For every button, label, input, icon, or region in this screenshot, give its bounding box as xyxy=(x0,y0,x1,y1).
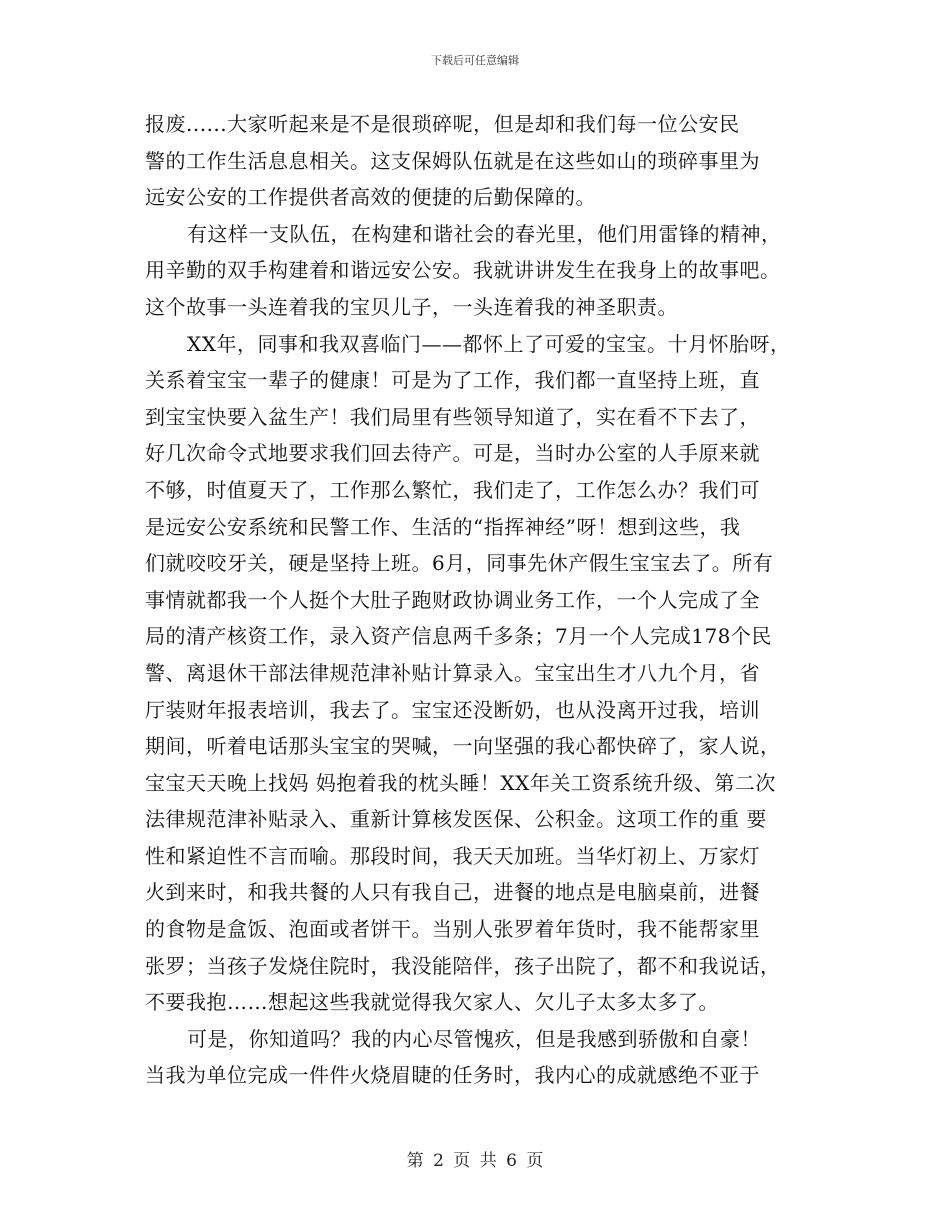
text-line: 厅装财年报表培训，我去了。宝宝还没断奶，也从没离开过我，培训 xyxy=(145,697,760,722)
text-line: 的食物是盒饭、泡面或者饼干。当别人张罗着年货时，我不能帮家里 xyxy=(145,917,760,942)
text-line: 事情就都我一个人挺个大肚子跑财政协调业务工作，一个人完成了全 xyxy=(145,587,760,612)
page-number-footer: 第 2 页 共 6 页 xyxy=(406,1151,544,1171)
text-line: 期间，听着电话那头宝宝的哭喊，一向坚强的我心都快碎了，家人说， xyxy=(145,734,781,759)
text-line: 张罗；当孩子发烧住院时，我没能陪伴，孩子出院了，都不和我说话， xyxy=(145,953,781,978)
text-line: 警、离退休干部法律规范津补贴计算录入。宝宝出生才八九个月，省 xyxy=(145,660,760,685)
paragraph-start-line: XX年，同事和我双喜临门——都怀上了可爱的宝宝。十月怀胎呀， xyxy=(187,331,791,356)
text-line: 报废......大家听起来是不是很琐碎呢，但是却和我们每一位公安民 xyxy=(145,112,740,136)
paragraph-start-line: 有这样一支队伍，在构建和谐社会的春光里，他们用雷锋的精神， xyxy=(187,221,782,246)
text-line: 火到来时，和我共餐的人只有我自己，进餐的地点是电脑桌前，进餐 xyxy=(145,880,760,905)
text-line: 到宝宝快要入盆生产！我们局里有些领导知道了，实在看不下去了， xyxy=(145,404,760,429)
text-line: 性和紧迫性不言而喻。那段时间，我天天加班。当华灯初上、万家灯 xyxy=(145,843,760,868)
text-line: 是远安公安系统和民警工作、生活的“指挥神经”呀！想到这些，我 xyxy=(145,514,741,539)
text-line: 用辛勤的双手构建着和谐远安公安。我就讲讲发生在我身上的故事吧。 xyxy=(145,258,781,283)
text-line: 远安公安的工作提供者高效的便捷的后勤保障的。 xyxy=(145,185,596,210)
text-line: 好几次命令式地要求我们回去待产。可是，当时办公室的人手原来就 xyxy=(145,441,760,466)
paragraph-start-line: 可是，你知道吗？我的内心尽管愧疚，但是我感到骄傲和自豪！ xyxy=(187,1026,761,1051)
text-line: 法律规范津补贴录入、重新计算核发医保、公积金。这项工作的重 要 xyxy=(145,807,767,832)
text-line: 关系着宝宝一辈子的健康！可是为了工作，我们都一直坚持上班，直 xyxy=(145,368,760,393)
text-line: 宝宝天天晚上找妈 妈抱着我的枕头睡！XX年关工资系统升级、第二次 xyxy=(145,770,776,795)
text-line: 们就咬咬牙关，硬是坚持上班。6月，同事先休产假生宝宝去了。所有 xyxy=(145,551,774,576)
text-line: 警的工作生活息息相关。这支保姆队伍就是在这些如山的琐碎事里为 xyxy=(145,148,760,173)
page-header: 下载后可任意编辑 xyxy=(431,54,519,67)
text-line: 不要我抱……想起这些我就觉得我欠家人、欠儿子太多太多了。 xyxy=(145,990,719,1015)
text-line: 这个故事一头连着我的宝贝儿子，一头连着我的神圣职责。 xyxy=(145,294,678,319)
document-body xyxy=(145,106,815,1094)
text-line: 不够，时值夏天了，工作那么繁忙，我们走了，工作怎么办？我们可 xyxy=(145,477,760,502)
text-line: 当我为单位完成一件件火烧眉睫的任务时，我内心的成就感绝不亚于 xyxy=(145,1063,760,1088)
text-line: 局的清产核资工作，录入资产信息两千多条；7月一个人完成178个民 xyxy=(145,624,772,649)
